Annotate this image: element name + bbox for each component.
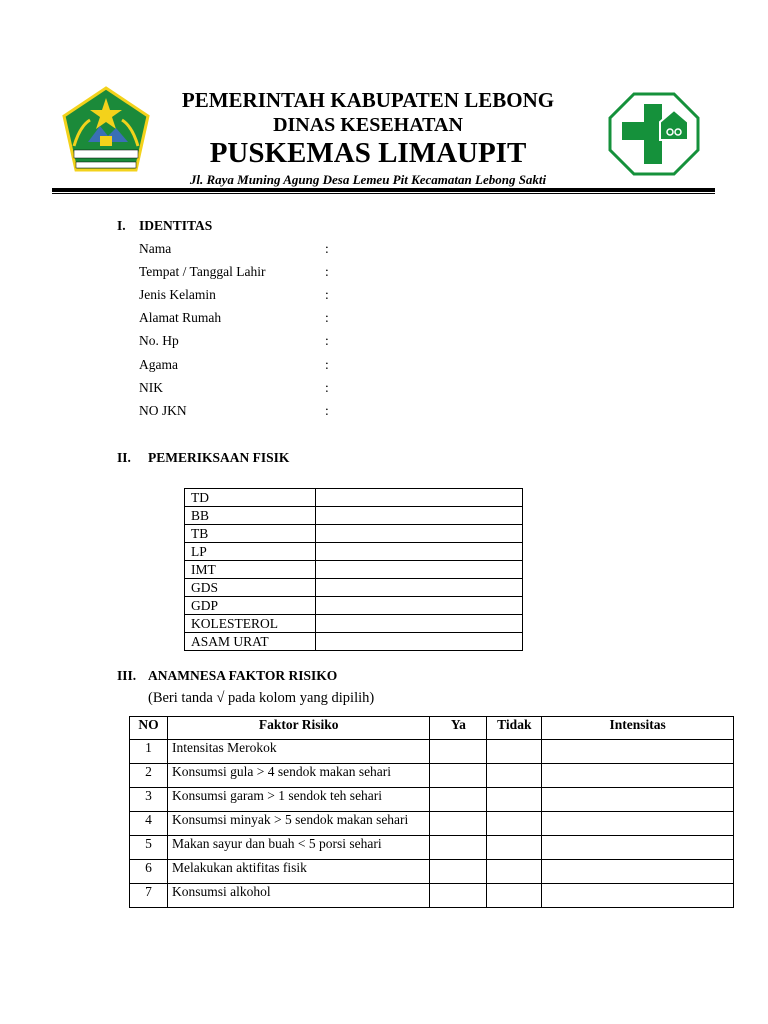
risk-no: 1 [130,740,168,764]
risk-no: 2 [130,764,168,788]
identity-field-colon: : [325,241,329,256]
identity-field-label: Tempat / Tanggal Lahir [139,264,266,280]
intensitas-cell[interactable] [542,764,734,788]
identity-field-colon: : [325,333,329,349]
ya-checkbox-cell[interactable] [430,764,487,788]
table-row [185,507,523,525]
exam-item-label: GDS [185,579,316,597]
identity-field-label: No. Hp [139,333,179,349]
table-row [130,740,734,764]
ya-checkbox-cell[interactable] [430,860,487,884]
header-rule-thick [52,188,715,192]
table-row [185,561,523,579]
risk-no: 7 [130,884,168,908]
exam-item-value-cell[interactable] [316,615,523,633]
risk-factor-table [129,716,734,908]
exam-item-value-cell[interactable] [316,561,523,579]
table-row [185,489,523,507]
table-row [185,633,523,651]
table-row [130,812,734,836]
identity-field-colon: : [325,287,329,303]
exam-item-value-cell[interactable] [316,507,523,525]
exam-item-label: BB [185,507,316,525]
identity-field-label: NIK [139,379,163,395]
risk-factor: Konsumsi garam > 1 sendok teh sehari [167,788,429,812]
exam-item-value-cell[interactable] [316,525,523,543]
exam-item-label: TB [185,525,316,543]
exam-item-value-cell[interactable] [316,579,523,597]
header-rule-thin [52,193,715,194]
section-title: PEMERIKSAAN FISIK [148,450,290,465]
identity-field-label: Nama [139,241,172,256]
table-row [185,615,523,633]
section-title: ANAMNESA FAKTOR RISIKO [148,668,338,683]
risk-no: 4 [130,812,168,836]
intensitas-cell[interactable] [542,836,734,860]
risk-factor: Konsumsi minyak > 5 sendok makan sehari [167,812,429,836]
ya-checkbox-cell[interactable] [430,812,487,836]
table-row [130,860,734,884]
intensitas-cell[interactable] [542,740,734,764]
risk-factor: Intensitas Merokok [167,740,429,764]
identity-field-label: Jenis Kelamin [139,287,216,303]
table-row [185,525,523,543]
risk-factor: Makan sayur dan buah < 5 porsi sehari [167,836,429,860]
ya-checkbox-cell[interactable] [430,740,487,764]
risk-factor: Konsumsi alkohol [167,884,429,908]
intensitas-cell[interactable] [542,884,734,908]
exam-item-value-cell[interactable] [316,633,523,651]
table-row [130,788,734,812]
tidak-checkbox-cell[interactable] [487,836,542,860]
exam-item-value-cell[interactable] [316,543,523,561]
identity-field-label: Alamat Rumah [139,310,222,326]
tidak-checkbox-cell[interactable] [487,812,542,836]
exam-item-label: GDP [185,597,316,615]
section-numeral: I. [117,218,126,233]
section-numeral: III. [117,668,137,683]
table-row [185,543,523,561]
exam-item-label: IMT [185,561,316,579]
header-tidak: Tidak [487,717,542,740]
exam-item-label: TD [185,489,316,507]
risk-factor: Konsumsi gula > 4 sendok makan sehari [167,764,429,788]
intensitas-cell[interactable] [542,860,734,884]
exam-item-label: LP [185,543,316,561]
risk-factor: Melakukan aktifitas fisik [167,860,429,884]
header-department: DINAS KESEHATAN [273,114,463,136]
ya-checkbox-cell[interactable] [430,836,487,860]
header-address: Jl. Raya Muning Agung Desa Lemeu Pit Kecamatan Lebong Sakti [189,172,547,187]
identity-field-colon: : [325,356,329,372]
section-numeral: II. [117,450,131,465]
identity-field-label: NO JKN [139,402,187,418]
identity-field-colon: : [325,379,329,395]
risk-no: 5 [130,836,168,860]
header-institution: PUSKEMAS LIMAUPIT [209,137,527,169]
table-row [185,597,523,615]
risk-no: 3 [130,788,168,812]
header-no: NO [130,717,168,740]
header-intensitas: Intensitas [542,717,734,740]
tidak-checkbox-cell[interactable] [487,860,542,884]
section-identitas-title [117,218,212,234]
tidak-checkbox-cell[interactable] [487,788,542,812]
exam-item-value-cell[interactable] [316,597,523,615]
ya-checkbox-cell[interactable] [430,884,487,908]
section-anamnesa-title [117,668,337,684]
table-row [130,764,734,788]
table-row [185,579,523,597]
header-ya: Ya [430,717,487,740]
exam-item-value-cell[interactable] [316,489,523,507]
header-government: PEMERINTAH KABUPATEN LEBONG [181,88,555,112]
section-pemeriksaan-title [117,450,289,466]
tidak-checkbox-cell[interactable] [487,764,542,788]
tidak-checkbox-cell[interactable] [487,884,542,908]
identity-field-colon: : [325,402,329,418]
identity-field-label: Agama [139,356,178,372]
physical-exam-table [184,488,523,651]
header-faktor-risiko: Faktor Risiko [167,717,429,740]
instruction-text: (Beri tanda √ pada kolom yang dipilih) [148,690,375,706]
exam-item-label: KOLESTEROL [185,615,316,633]
ya-checkbox-cell[interactable] [430,788,487,812]
intensitas-cell[interactable] [542,812,734,836]
tidak-checkbox-cell[interactable] [487,740,542,764]
intensitas-cell[interactable] [542,788,734,812]
section-title: IDENTITAS [139,218,213,233]
exam-item-label: ASAM URAT [185,633,316,651]
table-row [130,836,734,860]
table-row [130,884,734,908]
identity-field-colon: : [325,264,329,280]
risk-no: 6 [130,860,168,884]
identity-field-colon: : [325,310,329,326]
